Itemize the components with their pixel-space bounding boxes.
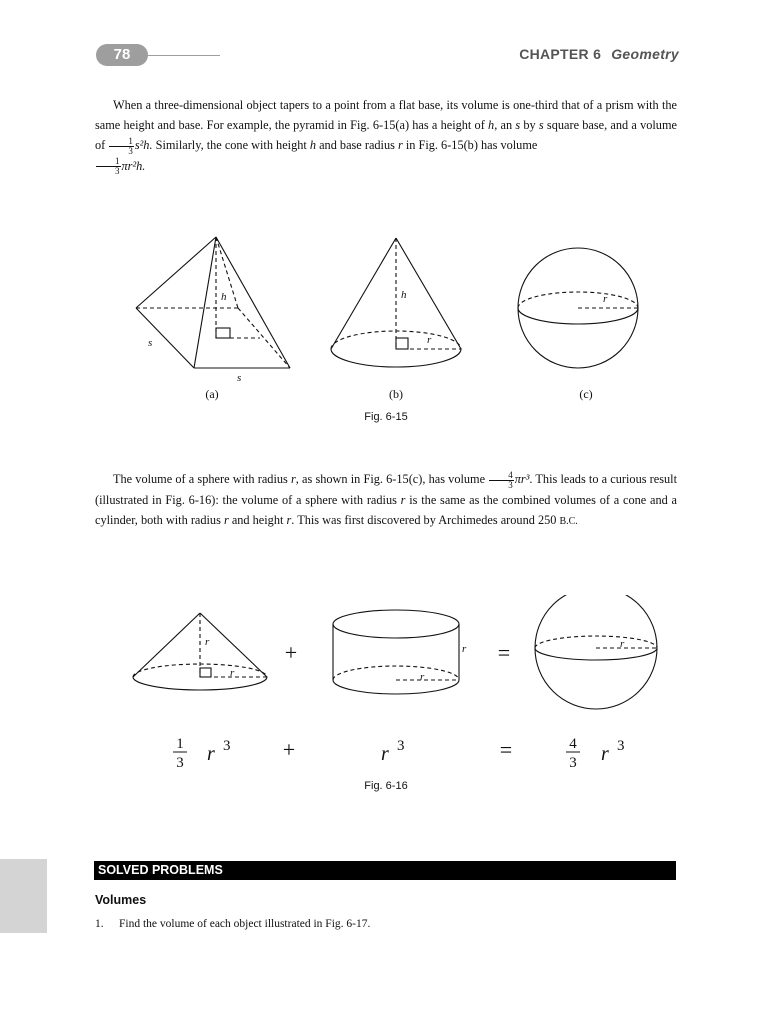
problem-text: Find the volume of each object illustrated in Fig. 6-17. <box>119 918 371 930</box>
sphere-diagram-small <box>535 595 657 709</box>
chapter-heading <box>519 46 679 62</box>
page-number: 78 <box>96 44 148 66</box>
figure-6-15 <box>0 225 771 395</box>
figure-6-16 <box>0 595 771 780</box>
eq-cyl-exp: 3 <box>397 738 405 754</box>
eq-sphere-den: 3 <box>569 755 577 771</box>
eq-cyl-r: r <box>381 743 389 765</box>
paragraph-pyramid-cone: When a three-dimensional object tapers to a point from a flat base, its volume is one-third that of a prism with the same height and base. For example, the pyramid in Fig. 6-15(a) has a height of h, an s by s square base, and a volume of $\frac{1}{3}$ s²h. Similarly, the cone with height h and base radius r in Fig. 6-15(b) has volume $\frac{1}{3}$ πr²h. <box>95 98 677 177</box>
caption-a: (a) <box>205 387 219 401</box>
eq-cone-r: r <box>207 743 215 765</box>
section-subheading: Volumes <box>95 893 147 907</box>
fraction: $\frac{1}{3}$ <box>96 157 121 176</box>
label-pyramid-side: s <box>148 337 153 349</box>
cylinder-diagram <box>333 610 459 694</box>
label-cone-height-r: r <box>205 636 210 648</box>
label-pyramid-height: h <box>221 291 227 303</box>
plus-sign: + <box>284 640 298 665</box>
eq-plus: + <box>282 737 296 762</box>
eq-cone-exp: 3 <box>223 738 231 754</box>
cone-diagram-small <box>133 613 267 690</box>
caption-b: (b) <box>389 387 403 401</box>
figure-6-15-title: Fig. 6-15 <box>364 411 408 423</box>
label-pyramid-base: s <box>237 372 242 384</box>
problem-item <box>95 918 370 930</box>
equals-sign: = <box>497 640 511 665</box>
solved-problems-banner: SOLVED PROBLEMS <box>94 861 676 880</box>
eq-sphere-r: r <box>601 743 609 765</box>
eq-cone-num: 1 <box>176 736 184 752</box>
label-cone-height: h <box>401 289 407 301</box>
figure-6-16-title: Fig. 6-16 <box>364 780 408 792</box>
label-sphere-radius: r <box>603 293 608 305</box>
cone-diagram <box>331 238 461 367</box>
label-sphere-radius-r: r <box>620 638 625 650</box>
chapter-label: CHAPTER 6 <box>519 46 602 62</box>
caption-c: (c) <box>579 387 593 401</box>
label-cylinder-height-r: r <box>462 643 467 655</box>
problem-number: 1. <box>95 918 104 930</box>
margin-tab <box>0 859 47 933</box>
pyramid-diagram <box>136 237 290 368</box>
eq-sphere-exp: 3 <box>617 738 625 754</box>
label-cone-radius-r: r <box>230 667 235 679</box>
label-cylinder-radius-r: r <box>420 671 425 683</box>
label-cone-radius: r <box>427 334 432 346</box>
paragraph-sphere: The volume of a sphere with radius r, as shown in Fig. 6-15(c), has volume $\frac{4}{3}$ πr³. This leads to a curious result (illustrated in Fig. 6-16): the volume of a sphere with radius r is the same as the combined volumes of a cone and a cylinder, both with radius r and height r. This was first discovered by Archimedes around 250 B.C. <box>95 469 678 527</box>
fraction: $\frac{1}{3}$ <box>109 137 134 156</box>
chapter-title: Geometry <box>611 46 679 62</box>
eq-cone-den: 3 <box>176 755 184 771</box>
eq-sphere-num: 4 <box>569 736 577 752</box>
eq-equals: = <box>499 737 513 762</box>
sphere-diagram <box>518 248 638 368</box>
header-rule <box>146 55 220 56</box>
fraction: $\frac{4}{3}$ <box>489 471 514 490</box>
